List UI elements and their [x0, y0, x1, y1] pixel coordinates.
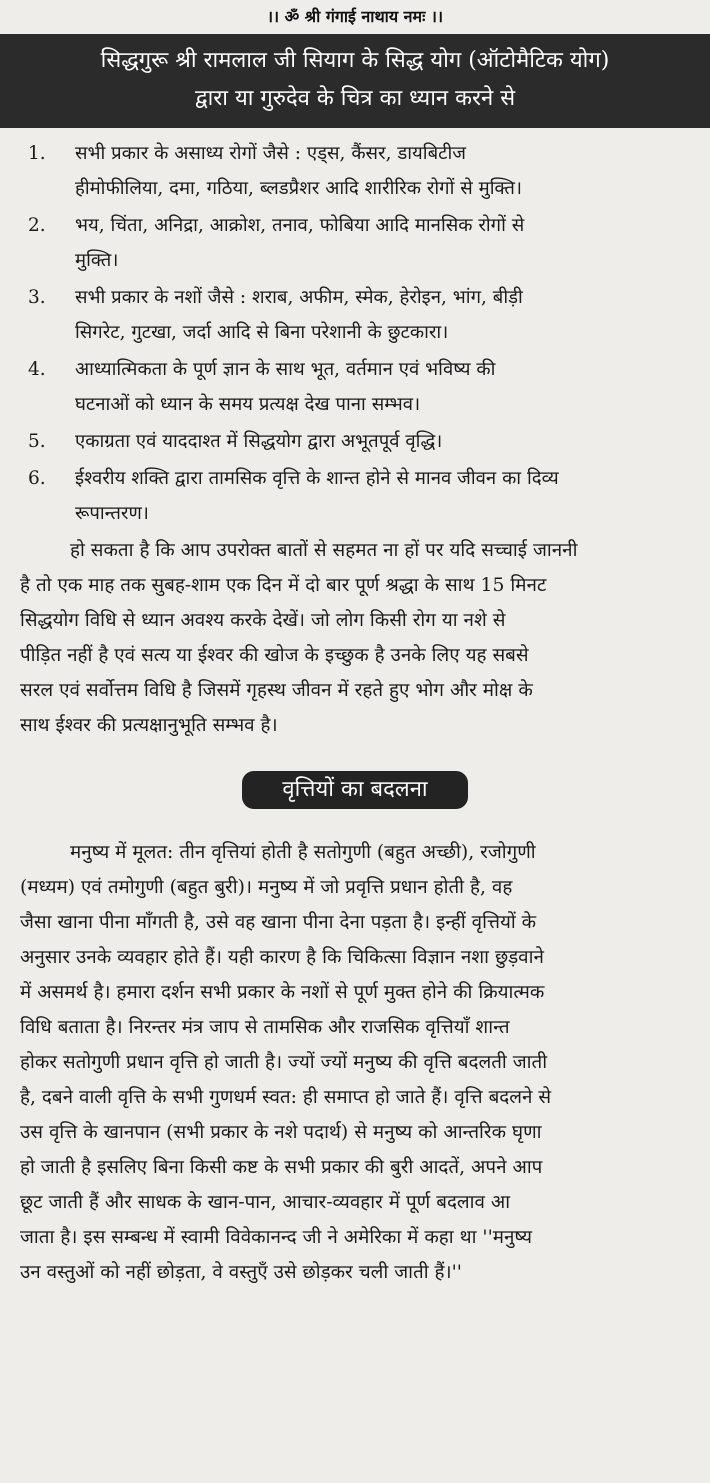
section-heading-wrap	[0, 771, 710, 813]
paragraph-line: उस वृत्ति के खानपान (सभी प्रकार के नशे पदार्थ) से मनुष्य को आन्तरिक घृणा	[20, 1122, 542, 1143]
benefit-line: घटनाओं को ध्यान के समय प्रत्यक्ष देख पाना सम्भव।	[75, 394, 421, 415]
benefit-number: 6.	[28, 468, 46, 489]
paragraph-line: हो जाती है इसलिए बिना किसी कष्ट के सभी प्रकार की बुरी आदतें, अपने आप	[20, 1157, 543, 1178]
benefit-line: सभी प्रकार के असाध्य रोगों जैसे : एड्स, कैंसर, डायबिटीज	[75, 143, 466, 164]
banner-line-1: सिद्धगुरू श्री रामलाल जी सियाग के सिद्ध योग (ऑटोमैटिक योग)	[100, 48, 610, 73]
title-banner	[0, 34, 710, 128]
paragraph-line: होकर सतोगुणी प्रधान वृत्ति हो जाती है। ज्यों ज्यों मनुष्य की वृत्ति बदलती जाती	[20, 1052, 548, 1073]
paragraph-line: जाता है। इस सम्बन्ध में स्वामी विवेकानन्द जी ने अमेरिका में कहा था ''मनुष्य	[20, 1227, 532, 1248]
banner-line-2: द्वारा या गुरुदेव के चित्र का ध्यान करने से	[194, 86, 516, 111]
benefit-number: 1.	[28, 143, 46, 164]
benefit-item	[0, 280, 710, 350]
benefit-number: 4.	[28, 359, 46, 380]
benefit-line: ईश्वरीय शक्ति द्वारा तामसिक वृत्ति के शान्त होने से मानव जीवन का दिव्य	[75, 468, 559, 489]
benefit-line: भय, चिंता, अनिद्रा, आक्रोश, तनाव, फोबिया आदि मानसिक रोगों से	[75, 215, 525, 236]
paragraph-line: है तो एक माह तक सुबह-शाम एक दिन में दो बार पूर्ण श्रद्धा के साथ 15 मिनट	[20, 575, 547, 596]
benefit-item	[0, 136, 710, 206]
paragraph-line: हो सकता है कि आप उपरोक्त बातों से सहमत ना हों पर यदि सच्चाई जाननी	[70, 540, 578, 561]
paragraph-line: पीड़ित नहीं है एवं सत्य या ईश्वर की खोज के इच्छुक है उनके लिए यह सबसे	[20, 645, 529, 666]
benefits-list	[0, 136, 710, 531]
paragraph-line: जैसा खाना पीना माँगती है, उसे वह खाना पीना देना पड़ता है। इन्हीं वृत्तियों के	[20, 912, 537, 933]
benefit-number: 2.	[28, 215, 46, 236]
benefit-line: रूपान्तरण।	[75, 503, 149, 524]
paragraph-line: उन वस्तुओं को नहीं छोड़ता, वे वस्तुएँ उसे छोड़कर चली जाती हैं।''	[20, 1262, 462, 1283]
section-paragraph	[0, 835, 710, 1290]
paragraph-line: छूट जाती हैं और साधक के खान-पान, आचार-व्यवहार में पूर्ण बदलाव आ	[20, 1192, 511, 1213]
paragraph-line: में असमर्थ है। हमारा दर्शन सभी प्रकार के नशों से पूर्ण मुक्त होने की क्रियात्मक	[20, 982, 545, 1003]
paragraph-line: साथ ईश्वर की प्रत्यक्षानुभूति सम्भव है।	[20, 715, 278, 736]
benefit-line: मुक्ति।	[75, 250, 119, 271]
benefit-item	[0, 424, 710, 459]
section-heading: वृत्तियों का बदलना	[242, 771, 467, 809]
benefit-line: आध्यात्मिकता के पूर्ण ज्ञान के साथ भूत, वर्तमान एवं भविष्य की	[75, 359, 496, 380]
invocation-line: ।। ॐ श्री गंगाई नाथाय नमः ।।	[266, 7, 444, 26]
benefit-line: सिगरेट, गुटखा, जर्दा आदि से बिना परेशानी के छुटकारा।	[75, 322, 449, 343]
paragraph-line: (मध्यम) एवं तमोगुणी (बहुत बुरी)। मनुष्य में जो प्रवृत्ति प्रधान होती है, वह	[20, 877, 513, 898]
benefit-item	[0, 461, 710, 531]
benefit-line: एकाग्रता एवं याददाश्त में सिद्धयोग द्वारा अभूतपूर्व वृद्धि।	[75, 431, 443, 452]
benefit-number: 5.	[28, 431, 46, 452]
benefit-line: सभी प्रकार के नशों जैसे : शराब, अफीम, स्मेक, हेरोइन, भांग, बीड़ी	[75, 287, 523, 308]
benefit-line: हीमोफीलिया, दमा, गठिया, ब्लडप्रैशर आदि शारीरिक रोगों से मुक्ति।	[75, 178, 522, 199]
benefit-item	[0, 352, 710, 422]
paragraph-line: सिद्धयोग विधि से ध्यान अवश्य करके देखें। जो लोग किसी रोग या नशे से	[20, 610, 506, 631]
paragraph-line: मनुष्य में मूलत: तीन वृत्तियां होती है सतोगुणी (बहुत अच्छी), रजोगुणी	[70, 842, 536, 863]
paragraph-line: विधि बताता है। निरन्तर मंत्र जाप से तामसिक और राजसिक वृत्तियाँ शान्त	[20, 1017, 510, 1038]
paragraph-line: अनुसार उनके व्यवहार होते हैं। यही कारण है कि चिकित्सा विज्ञान नशा छुड़वाने	[20, 947, 544, 968]
benefit-number: 3.	[28, 287, 46, 308]
paragraph-line: सरल एवं सर्वोत्तम विधि है जिसमें गृहस्थ जीवन में रहते हुए भोग और मोक्ष के	[20, 680, 533, 701]
paragraph-line: है, दबने वाली वृत्ति के सभी गुणधर्म स्वत: ही समाप्त हो जाते हैं। वृत्ति बदलने से	[20, 1087, 552, 1108]
intro-paragraph	[0, 533, 710, 743]
benefit-item	[0, 208, 710, 278]
